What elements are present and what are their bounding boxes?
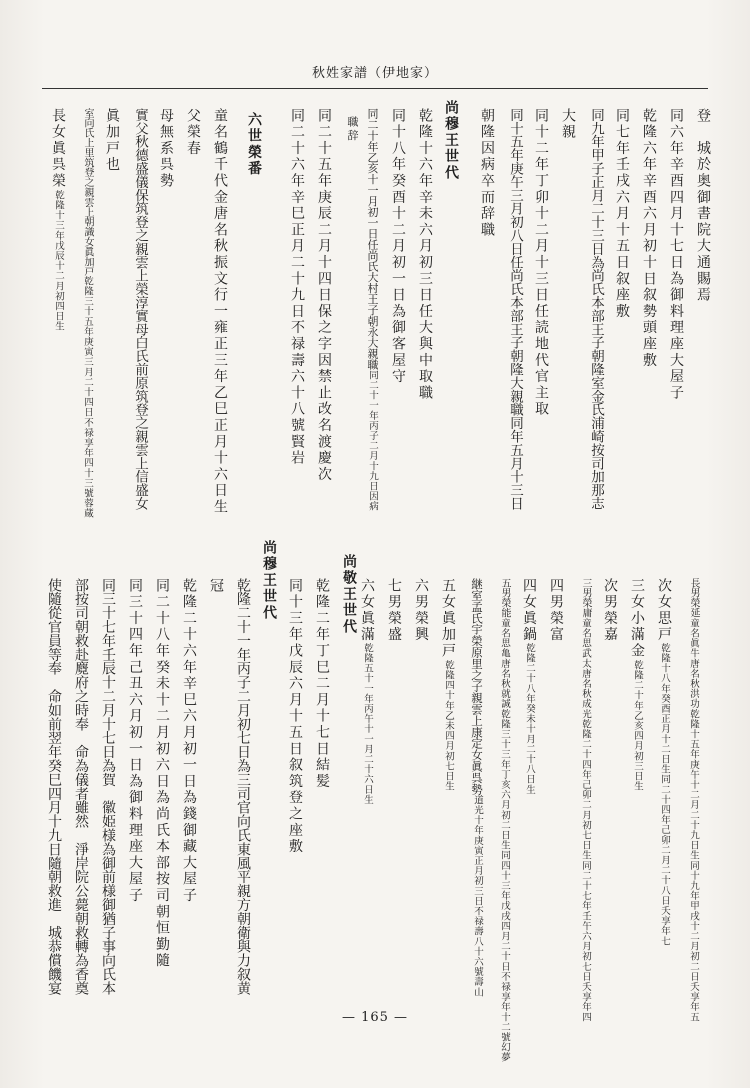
text-column: 七男榮盛	[386, 578, 402, 644]
text-column: 同二十六年辛巳正月二十九日不禄壽六十八號賢岩	[289, 108, 305, 467]
text-column: 母無系呉勢	[158, 108, 174, 190]
text-column: 朝隆因病卒而辞職	[479, 108, 495, 239]
inline-note: 童名思武太唐名秋成光乾隆二十四年己卯二月初七日生同二十七年壬午六月初七日夭享年四	[580, 617, 591, 1022]
text-column: 眞加戸也	[104, 108, 120, 174]
text-column: 次男榮嘉	[602, 578, 618, 644]
text-column: 乾隆二十六年辛巳六月初一日為錢御藏大屋子	[181, 578, 197, 904]
inline-note: 乾隆二十八年癸未十月二十八日生	[524, 643, 535, 795]
text-column: 同十五年庚午三月初八日任尚氏本部王子朝隆大親職同年五月十三日	[507, 108, 523, 511]
text-column: 同七年壬戌六月十五日叙座敷	[614, 108, 630, 320]
text-column: 大親	[560, 108, 576, 141]
inline-note: 道光十年庚寅正月初三日不禄壽八十六號壽山	[472, 794, 483, 997]
text-column: 同二十五年庚辰二月十四日保之字因禁止改名渡慶次	[316, 108, 332, 483]
text-column: 同二十年乙亥十一月初一日任尚氏大村王子朝永大親職同二十一年丙子二月十九日因病	[366, 108, 379, 512]
text-column: 三男榮庸童名思武太唐名秋成光乾隆二十四年己卯二月初七日生同二十七年壬午六月初七日夭享年四	[580, 578, 591, 1022]
text-column: 五男榮能童名思亀唐名秋就誠乾隆三十三年丁亥六月初二日生同四十三年戊戌四月二十日不禄享年十二號幻夢	[499, 578, 510, 1063]
text-column: 乾隆二十一年丙子二月初七日為三司官向氏東風平親方朝衛與力叙黄	[235, 578, 251, 996]
inline-note: 童名眞牛唐名秋洪功乾隆十五年庚午十二月二十九日生同十九年甲戌十二月初二日夭享年五	[688, 617, 699, 1022]
reign-heading: 尚敬王世代	[341, 554, 357, 636]
text-column: 父榮春	[185, 108, 201, 157]
text-column: 四女眞鍋乾隆二十八年癸未十月二十八日生	[521, 578, 537, 795]
text-column: 乾隆十六年辛未六月初三日任大與中取職	[417, 108, 433, 402]
text-column: 三女小滿金乾隆二十年乙亥四月初三日生	[629, 578, 645, 791]
inline-note: 乾隆二十年乙亥四月初三日生	[632, 659, 643, 791]
text-column: 部按司朝救赴麑府之時奉 命為儀者雖然 淨岸院公薨朝救轉為香奠	[73, 578, 89, 996]
inline-note: 同二十一年丙子二月十九日因病	[367, 369, 378, 512]
reign-heading: 尚穆王世代	[261, 540, 277, 622]
text-column: 同十八年癸酉十二月初一日為御客屋守	[390, 108, 406, 386]
text-column: 五女眞加戸乾隆四十年乙未四月初七日生	[440, 578, 456, 791]
text-column: 同十二年丁卯十二月十三日任読地代官主取	[533, 108, 549, 418]
page-number: — 165 —	[341, 1010, 409, 1025]
inline-note: 乾隆五十一年丙午十一月二十六日生	[362, 643, 373, 805]
inline-note: 童名思亀唐名秋就誠乾隆三十三年丁亥六月初二日生同四十三年戊戌四月二十日不禄享年十二號幻夢	[499, 617, 510, 1063]
generation-heading: 六世榮番	[246, 112, 262, 178]
text-column: 乾隆二年丁巳二月十七日結髪	[314, 578, 330, 790]
text-column: 使隨從官員等奉 命如前翌年癸巳四月十九日隨朝救進 城恭償饑宴	[46, 578, 62, 996]
inline-note: 職辞	[346, 116, 359, 143]
text-column: 實父秋德盛儀保筑登之親雲上榮淳實母白氏前原筑登之親雲上信盛女	[132, 108, 148, 511]
reign-heading: 尚穆王世代	[443, 100, 459, 182]
inline-note: 乾隆四十年乙未四月初七日生	[443, 659, 454, 791]
text-column: 同二十八年癸未十二月初六日為尚氏本部按司朝恒勤隨	[154, 578, 170, 970]
text-column: 六男榮興	[413, 578, 429, 644]
text-column: 童名鶴千代金唐名秋振文行一雍正三年乙巳正月十六日生	[212, 108, 228, 516]
text-column: 長女眞呉榮乾隆十三年戊辰十二月初四日生	[50, 108, 66, 331]
text-column: 同六年辛酉四月十七日為御料理座大屋子	[668, 108, 684, 402]
text-column: 長男榮延童名眞牛唐名秋洪功乾隆十五年庚午十二月二十九日生同十九年甲戌十二月初二日夭享年五	[688, 578, 699, 1022]
text-column: 四男榮富	[548, 578, 564, 644]
page-header: 秋姓家譜（伊地家）	[311, 66, 438, 81]
text-column: 同九年甲子正月二十三日為尚氏本部王子朝隆室金氏浦崎按司加那志	[588, 108, 604, 511]
text-column: 六女眞滿乾隆五十一年丙午十一月二十六日生	[359, 578, 375, 805]
text-column: 同三十七年壬辰十二月十七日為賀 徽姫様為御前様御猶子事向氏本	[100, 578, 116, 996]
inline-note: 乾隆十八年癸酉正月十二日生同二十四年己卯二月二十八日夭享年七	[659, 643, 670, 947]
text-column: 冠	[208, 578, 224, 595]
text-column: 次女思戸乾隆十八年癸酉正月十二日生同二十四年己卯二月二十八日夭享年七	[656, 578, 672, 947]
text-column: 室向氏上里筑登之親雲上朝識女眞加戸乾隆三十五年庚寅三月二十四日不禄享年四十三號蓉蔵	[82, 108, 93, 519]
text-column: 登 城於奥御書院大通賜焉	[695, 108, 711, 304]
top-rule	[42, 88, 708, 89]
text-column: 乾隆六年辛酉六月初十日叙勢頭座敷	[641, 108, 657, 369]
inline-note: 乾隆十三年戊辰十二月初四日生	[53, 189, 64, 331]
text-column: 継室孟氏宇榮原里之子親雲上康定女眞呉勢道光十年庚寅正月初三日不禄壽八十六號壽山	[470, 578, 484, 997]
text-column: 同三十四年己丑六月初一日為御料理座大屋子	[127, 578, 143, 904]
text-column: 同十三年戊辰六月十五日叙筑登之座敷	[287, 578, 303, 856]
inline-note: 乾隆三十五年庚寅三月二十四日不禄享年四十三號蓉蔵	[82, 276, 93, 519]
